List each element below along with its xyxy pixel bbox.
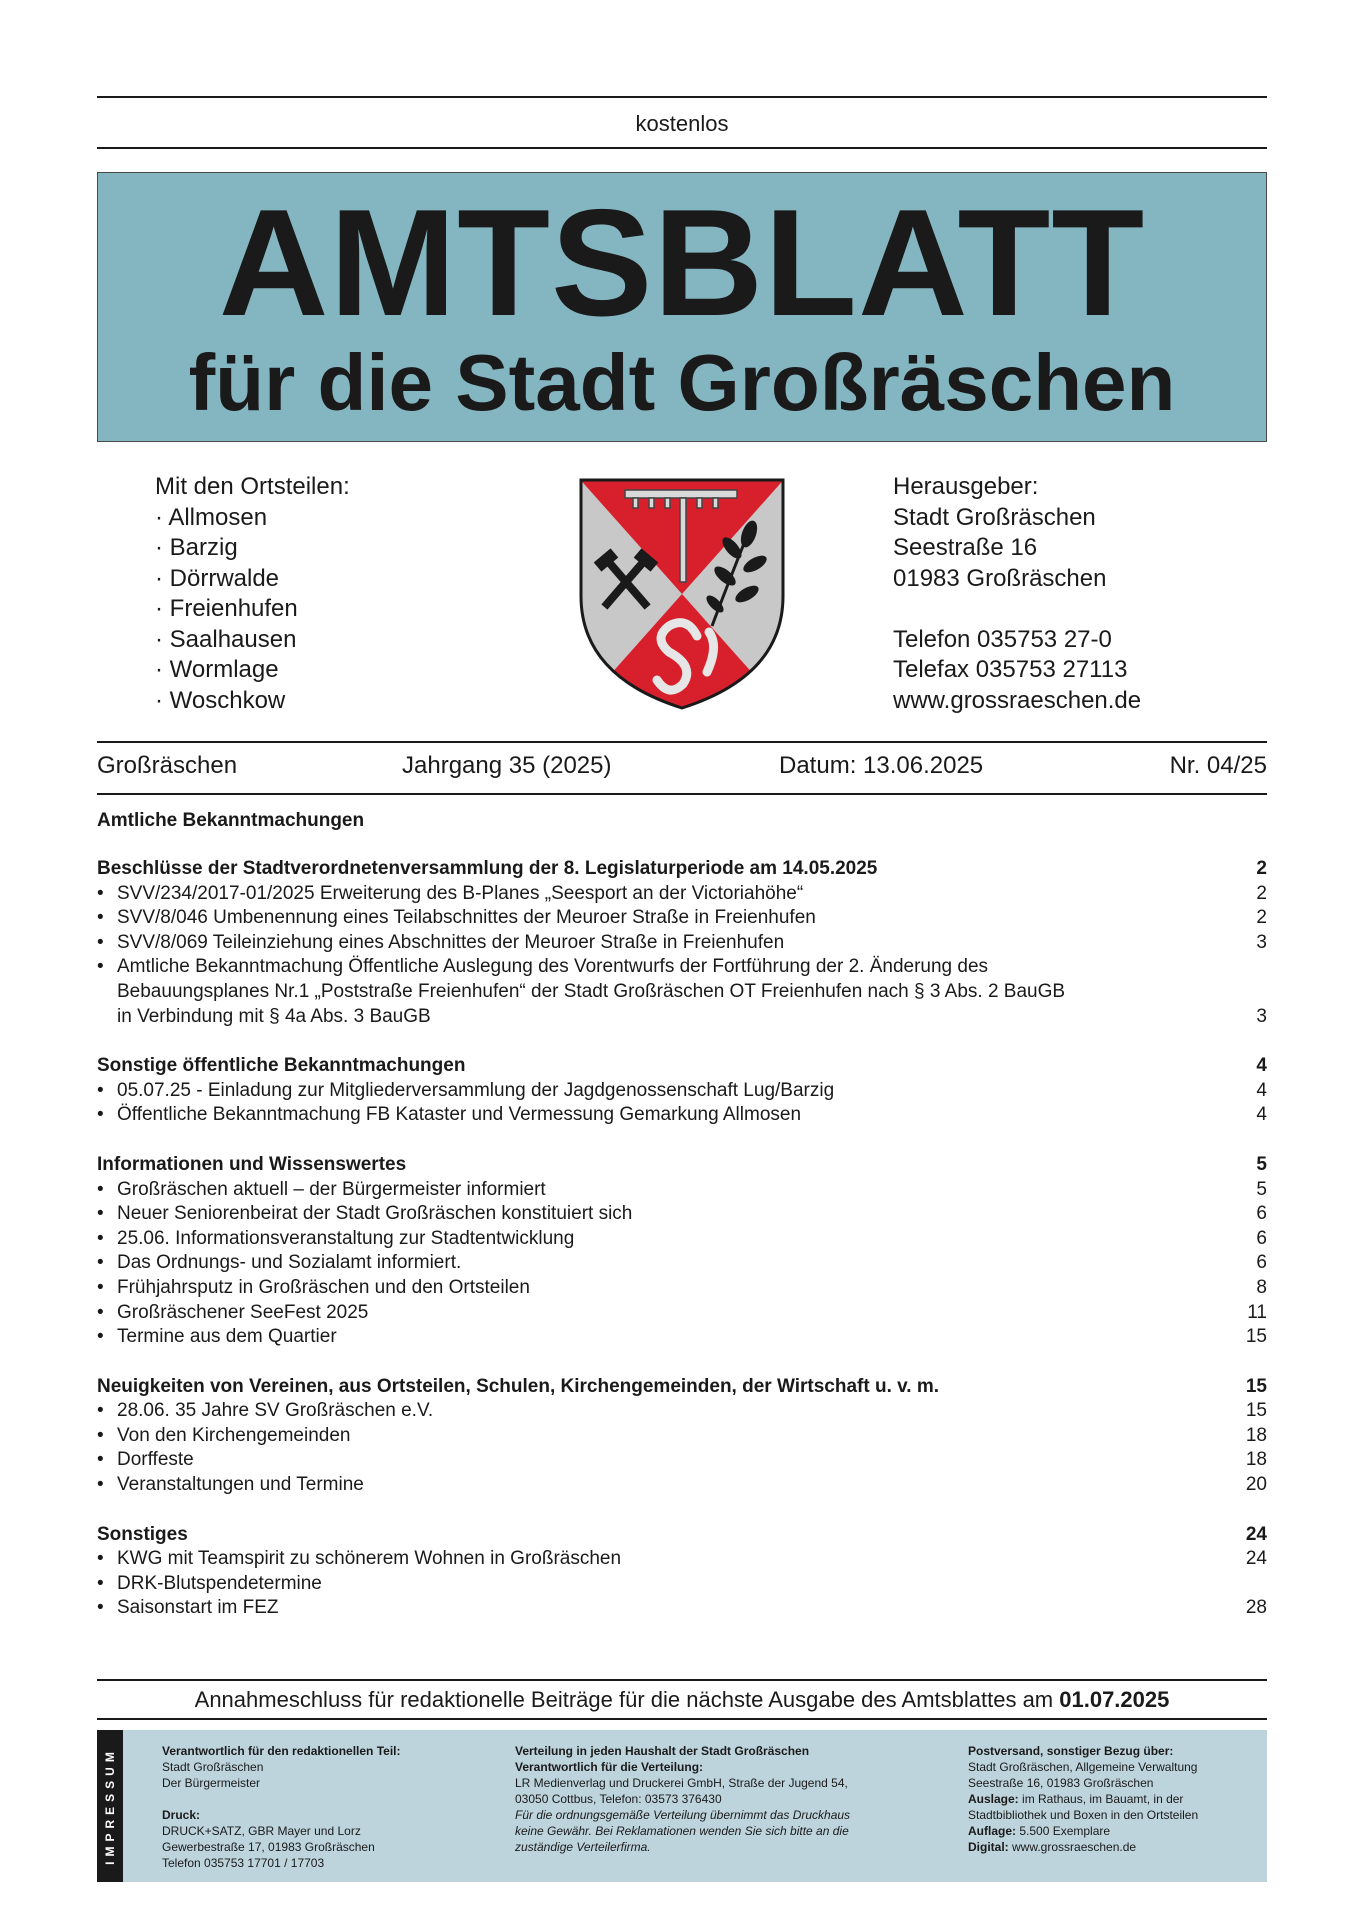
- bullet-icon: •: [97, 1449, 104, 1471]
- toc-entry-title: Neuer Seniorenbeirat der Stadt Großräschen konstituiert sich: [117, 1203, 633, 1225]
- toc-section: [97, 857, 1267, 1029]
- toc-page-number: 5: [1256, 1178, 1267, 1200]
- toc-entry[interactable]: [97, 1178, 1267, 1203]
- toc-entry-title: 28.06. 35 Jahre SV Großräschen e.V.: [117, 1400, 434, 1422]
- impressum-line: Telefon 035753 17701 / 17703: [162, 1856, 325, 1870]
- publisher-block: [893, 472, 1141, 716]
- toc-page-number: 8: [1256, 1276, 1267, 1298]
- issue-rule-top: [97, 741, 1267, 743]
- toc-entry-title: KWG mit Teamspirit zu schönerem Wohnen in Großräschen: [117, 1548, 622, 1570]
- publisher-fax: Telefax 035753 27113: [893, 656, 1128, 683]
- impressum-column-distribution: [515, 1743, 850, 1855]
- bullet-icon: •: [97, 1252, 104, 1274]
- toc-entry-title: SVV/234/2017-01/2025 Erweiterung des B-Planes „Seesport an der Victoriahöhe“: [117, 882, 804, 904]
- publisher-heading: Herausgeber:: [893, 473, 1039, 500]
- toc-page-number: 2: [1256, 882, 1267, 904]
- toc-page-number: 2: [1256, 858, 1267, 879]
- toc-section-title: Sonstige öffentliche Bekanntmachungen: [97, 1055, 466, 1077]
- toc-entry[interactable]: [97, 1473, 1267, 1498]
- toc-page-number: 4: [1256, 1079, 1267, 1101]
- toc-page-number: 15: [1245, 1400, 1267, 1422]
- toc-section-heading[interactable]: [97, 1054, 1267, 1079]
- impressum-digital: [968, 1839, 1198, 1855]
- toc-entry[interactable]: [97, 1596, 1267, 1621]
- toc-entry-title: Termine aus dem Quartier: [117, 1326, 337, 1348]
- toc-section-title: Beschlüsse der Stadtverordnetenversammlung der 8. Legislaturperiode am 14.05.2025: [97, 858, 878, 879]
- bullet-icon: •: [97, 1400, 104, 1422]
- toc-page-number: 3: [1256, 931, 1267, 953]
- bullet-icon: •: [97, 1301, 104, 1323]
- toc-entry-title: SVV/8/069 Teileinziehung eines Abschnittes der Meuroer Straße in Freienhufen: [117, 931, 785, 953]
- impressum-line: Gewerbestraße 17, 01983 Großräschen: [162, 1840, 375, 1854]
- impressum-label: IMPRESSUM: [103, 1747, 117, 1865]
- toc-entry[interactable]: [97, 1202, 1267, 1227]
- deadline-rule-top: [97, 1679, 1267, 1681]
- toc-entry[interactable]: [97, 906, 1267, 931]
- toc-section-title: Neuigkeiten von Vereinen, aus Ortsteilen, Schulen, Kirchengemeinden, der Wirtschaft u. v. m.: [97, 1375, 940, 1397]
- masthead: [97, 172, 1267, 442]
- impressum-heading: Verteilung in jeden Haushalt der Stadt Großräschen: [515, 1744, 810, 1758]
- toc-page-number: 6: [1256, 1203, 1267, 1225]
- toc-entry[interactable]: [97, 955, 1267, 1029]
- toc-page-number: 18: [1245, 1449, 1267, 1471]
- bullet-icon: •: [97, 882, 104, 904]
- toc-entry[interactable]: [97, 1079, 1267, 1104]
- toc-page-number: 6: [1256, 1227, 1267, 1249]
- deadline-text: Annahmeschluss für redaktionelle Beiträge für die nächste Ausgabe des Amtsblattes am: [194, 1687, 1060, 1712]
- masthead-title: AMTSBLATT: [218, 178, 1146, 348]
- impressum-outlet: [968, 1791, 1198, 1807]
- issue-place: Großräschen: [97, 752, 238, 779]
- masthead-subtitle: für die Stadt Großräschen: [188, 338, 1176, 427]
- publisher-website[interactable]: www.grossraeschen.de: [893, 686, 1142, 714]
- publisher-city: 01983 Großräschen: [893, 564, 1107, 592]
- impressum-heading: Postversand, sonstiger Bezug über:: [968, 1744, 1174, 1758]
- impressum-run-value: 5.500 Exemplare: [1016, 1824, 1111, 1838]
- toc-entry[interactable]: [97, 1572, 1267, 1597]
- impressum-line: Stadt Großräschen, Allgemeine Verwaltung: [968, 1760, 1198, 1774]
- toc-section: [97, 1054, 1267, 1128]
- toc-entry-title: Veranstaltungen und Termine: [117, 1474, 364, 1496]
- deadline-rule-bottom: [97, 1718, 1267, 1720]
- bullet-icon: •: [97, 907, 104, 929]
- toc-section-heading[interactable]: [97, 1375, 1267, 1400]
- impressum-line: Seestraße 16, 01983 Großräschen: [968, 1776, 1154, 1790]
- impressum-line: Stadtbibliothek und Boxen in den Ortsteilen: [968, 1808, 1199, 1822]
- toc-entry-title: Dorffeste: [117, 1449, 194, 1471]
- impressum-heading: Verantwortlich für den redaktionellen Teil:: [162, 1744, 401, 1758]
- toc-entry-title: Von den Kirchengemeinden: [117, 1424, 351, 1446]
- bullet-icon: •: [97, 1104, 104, 1126]
- bullet-icon: •: [97, 1276, 104, 1298]
- toc-page-number: 15: [1245, 1326, 1267, 1348]
- toc-section-heading[interactable]: [97, 1153, 1267, 1178]
- toc-page-number: 24: [1245, 1523, 1267, 1545]
- impressum-line: LR Medienverlag und Druckerei GmbH, Straße der Jugend 54,: [515, 1776, 848, 1790]
- issue-rule-bottom: [97, 793, 1267, 795]
- impressum-line: DRUCK+SATZ, GBR Mayer und Lorz: [162, 1824, 361, 1838]
- toc-section: [97, 1153, 1267, 1350]
- toc-section: [97, 1375, 1267, 1498]
- bullet-icon: •: [97, 1079, 104, 1101]
- toc-entry[interactable]: [97, 1276, 1267, 1301]
- impressum-digital-link[interactable]: www.grossraeschen.de: [1008, 1840, 1137, 1854]
- toc-entry-title: Frühjahrsputz in Großräschen und den Ortsteilen: [117, 1276, 530, 1298]
- toc-page-number: 2: [1256, 907, 1267, 929]
- impressum-print-run: [968, 1823, 1198, 1839]
- toc-page-number: 6: [1256, 1252, 1267, 1274]
- toc-page-number: 20: [1245, 1474, 1267, 1496]
- bullet-icon: •: [97, 1548, 104, 1570]
- district-item: · Barzig: [155, 534, 238, 561]
- toc-section: [97, 1523, 1267, 1621]
- coat-of-arms-icon: [577, 476, 787, 712]
- bullet-icon: •: [97, 1572, 104, 1594]
- publisher-name: Stadt Großräschen: [893, 503, 1096, 531]
- impressum-note: zuständige Verteilerfirma.: [515, 1840, 651, 1854]
- toc-page-number: 4: [1256, 1055, 1267, 1077]
- top-rule: [97, 96, 1267, 98]
- district-item: · Wormlage: [155, 656, 279, 683]
- impressum-outlet-label: Auslage:: [968, 1792, 1019, 1806]
- toc-page-number: 4: [1256, 1104, 1267, 1126]
- impressum-line: 03050 Cottbus, Telefon: 03573 376430: [515, 1792, 722, 1806]
- toc-entry[interactable]: [97, 1448, 1267, 1473]
- toc-entry[interactable]: [97, 1227, 1267, 1252]
- impressum-label-bar: [97, 1730, 123, 1882]
- issue-number: Nr. 04/25: [1169, 752, 1267, 779]
- impressum-column-editorial: [162, 1743, 401, 1871]
- issue-volume: Jahrgang 35 (2025): [402, 752, 612, 779]
- toc-section-heading[interactable]: [97, 1523, 1267, 1548]
- toc-entry-title: DRK-Blutspendetermine: [117, 1572, 322, 1594]
- bullet-icon: •: [97, 1597, 104, 1619]
- price-note: kostenlos: [635, 111, 729, 136]
- toc-entry[interactable]: [97, 1399, 1267, 1424]
- publisher-phone: Telefon 035753 27-0: [893, 625, 1112, 653]
- impressum-heading: Verantwortlich für die Verteilung:: [515, 1760, 704, 1774]
- toc-page-number: 24: [1245, 1548, 1267, 1570]
- toc-section-title: Informationen und Wissenswertes: [97, 1153, 407, 1175]
- issue-date: Datum: 13.06.2025: [779, 752, 984, 779]
- toc-entry[interactable]: [97, 931, 1267, 956]
- district-item: · Saalhausen: [155, 625, 297, 653]
- toc-entry[interactable]: [97, 1547, 1267, 1572]
- impressum-heading: Druck:: [162, 1808, 201, 1822]
- top-rule-lower: [97, 147, 1267, 149]
- bullet-icon: •: [97, 1326, 104, 1348]
- impressum-outlet-text: im Rathaus, im Bauamt, in der: [1018, 1792, 1184, 1806]
- impressum-note: keine Gewähr. Bei Reklamationen wenden Sie sich bitte an die: [515, 1824, 849, 1838]
- impressum-box: [97, 1730, 1267, 1882]
- toc-page-number: 3: [1256, 1005, 1267, 1027]
- impressum-line: Stadt Großräschen: [162, 1760, 264, 1774]
- district-item: · Woschkow: [155, 686, 286, 714]
- toc-heading: Amtliche Bekanntmachungen: [97, 810, 365, 831]
- bullet-icon: •: [97, 1227, 104, 1249]
- district-item: · Allmosen: [155, 503, 268, 531]
- deadline-date: 01.07.2025: [1059, 1687, 1170, 1712]
- bullet-icon: •: [97, 1203, 104, 1225]
- impressum-note: Für die ordnungsgemäße Verteilung übernimmt das Druckhaus: [515, 1808, 851, 1822]
- toc-entry[interactable]: [97, 882, 1267, 907]
- deadline-note: [97, 1687, 1267, 1713]
- toc-entry-title: 05.07.25 - Einladung zur Mitgliederversammlung der Jagdgenossenschaft Lug/Barzig: [117, 1079, 835, 1101]
- toc-page-number: 15: [1245, 1375, 1267, 1397]
- impressum-run-label: Auflage:: [968, 1824, 1016, 1838]
- impressum-column-postal: [968, 1743, 1198, 1855]
- toc-entry[interactable]: [97, 1325, 1267, 1350]
- toc-entry[interactable]: [97, 1251, 1267, 1276]
- table-of-contents: [97, 808, 1267, 1646]
- toc-page-number: 11: [1247, 1301, 1267, 1323]
- impressum-digital-label: Digital:: [968, 1840, 1009, 1854]
- publisher-street: Seestraße 16: [893, 534, 1038, 561]
- toc-page-number: 28: [1245, 1597, 1267, 1619]
- toc-entry-title: Öffentliche Bekanntmachung FB Kataster und Vermessung Gemarkung Allmosen: [117, 1104, 802, 1126]
- toc-entry-title: Saisonstart im FEZ: [117, 1597, 279, 1619]
- districts-list: [155, 472, 350, 716]
- district-item: · Freienhufen: [155, 595, 298, 622]
- toc-page-number: 18: [1245, 1424, 1267, 1446]
- toc-section-heading[interactable]: [97, 857, 1267, 882]
- bullet-icon: •: [97, 931, 104, 953]
- toc-entry-title: Großräschener SeeFest 2025: [117, 1301, 369, 1323]
- districts-heading: Mit den Ortsteilen:: [155, 473, 350, 500]
- toc-entry-title: Das Ordnungs- und Sozialamt informiert.: [117, 1252, 462, 1274]
- bullet-icon: •: [97, 956, 104, 978]
- toc-page-number: 5: [1256, 1153, 1267, 1175]
- toc-entry[interactable]: [97, 1424, 1267, 1449]
- toc-entry-title: 25.06. Informationsveranstaltung zur Stadtentwicklung: [117, 1227, 575, 1249]
- bullet-icon: •: [97, 1178, 104, 1200]
- impressum-line: Der Bürgermeister: [162, 1776, 261, 1790]
- bullet-icon: •: [97, 1474, 104, 1496]
- toc-entry[interactable]: [97, 1301, 1267, 1326]
- toc-entry-title: Amtliche Bekanntmachung Öffentliche Auslegung des Vorentwurfs der Fortführung der 2. Änderung des Bebauungsplanes Nr.1 „Poststraße Freienhufen“ der Stadt Großräschen OT Freienhufen nach § 3 Abs. 2 BauGB in Verbindung mit § 4a Abs. 3 BauGB: [117, 956, 1066, 1027]
- toc-section-title: Sonstiges: [97, 1523, 188, 1545]
- toc-entry[interactable]: [97, 1103, 1267, 1128]
- toc-entry-title: Großräschen aktuell – der Bürgermeister informiert: [117, 1178, 546, 1200]
- bullet-icon: •: [97, 1424, 104, 1446]
- district-item: · Dörrwalde: [155, 564, 280, 592]
- toc-entry-title: SVV/8/046 Umbenennung eines Teilabschnittes der Meuroer Straße in Freienhufen: [117, 907, 816, 929]
